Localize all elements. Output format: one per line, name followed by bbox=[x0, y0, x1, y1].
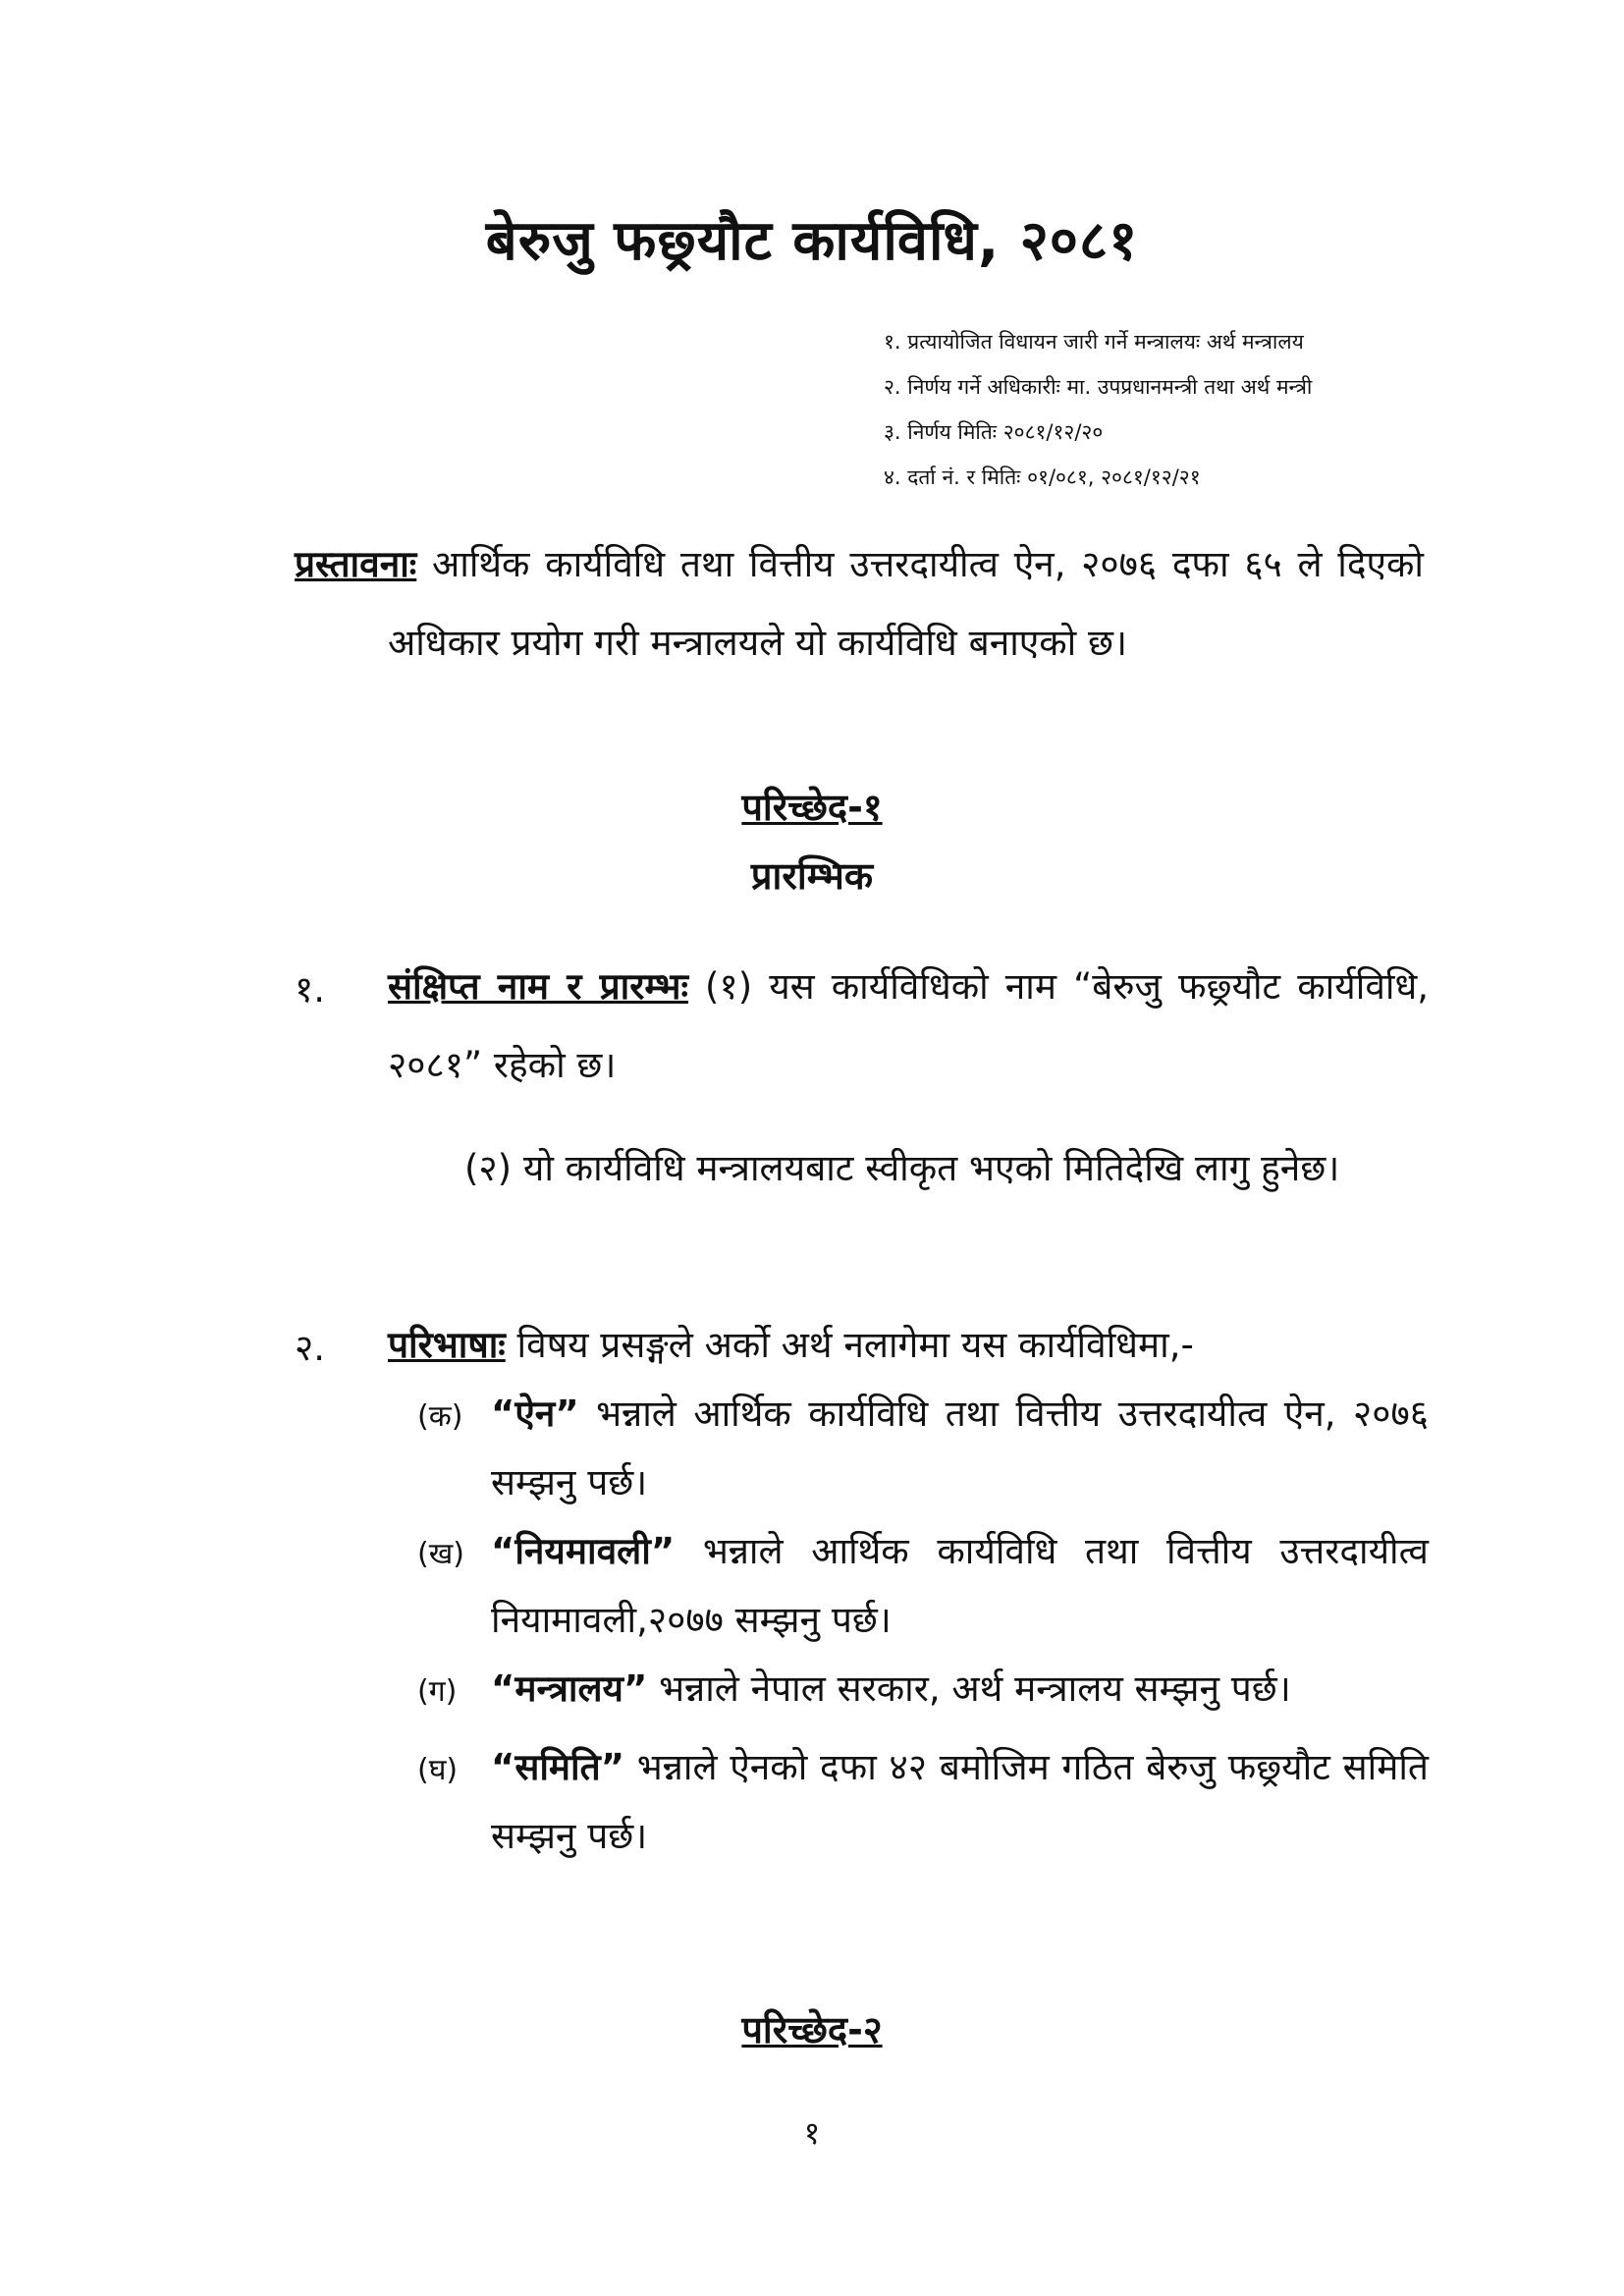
page-number: १ bbox=[803, 2114, 821, 2152]
section-1-text: संक्षिप्त नाम र प्रारम्भः (१) यस कार्यविधिको नाम “बेरुजु फछ्र्यौट कार्यविधि, २०८१” रहेको छ। bbox=[388, 965, 1429, 1086]
section-2-number: २. bbox=[295, 1327, 326, 1369]
meta-decision-date: ३. निर्णय मितिः २०८१/१२/२० bbox=[884, 420, 1104, 444]
clause-kha: “नियमावली” भन्नाले आर्थिक कार्यविधि तथा वित्तीय उत्तरदायीत्व नियामावली,२०७७ सम्झनु पर्छ। bbox=[491, 1530, 1429, 1641]
clause-ga-label: (ग) bbox=[417, 1674, 458, 1709]
meta-authority: २. निर्णय गर्ने अधिकारीः मा. उपप्रधानमन्त्री तथा अर्थ मन्त्री bbox=[884, 375, 1313, 399]
clause-gha-label: (घ) bbox=[417, 1753, 459, 1787]
preamble-label: प्रस्तावनाः bbox=[295, 543, 417, 585]
section-2-heading: परिभाषाः bbox=[388, 1324, 506, 1366]
section-1-heading: संक्षिप्त नाम र प्रारम्भः bbox=[388, 965, 688, 1008]
clause-ka: “ऐन” भन्नाले आर्थिक कार्यविधि तथा वित्तीय उत्तरदायीत्व ऐन, २०७६ सम्झनु पर्छ। bbox=[491, 1393, 1429, 1503]
section-1-number: १. bbox=[295, 968, 326, 1011]
chapter-1-title: प्रारम्भिक bbox=[750, 854, 874, 898]
clause-ka-label: (क) bbox=[417, 1399, 463, 1434]
metadata-block bbox=[884, 319, 1434, 500]
section-2-text: परिभाषाः विषय प्रसङ्गले अर्को अर्थ नलागेमा यस कार्यविधिमा,- bbox=[388, 1324, 1194, 1366]
document-title: बेरुजु फछ्र्यौट कार्यविधि, २०८१ bbox=[485, 209, 1139, 273]
clause-kha-label: (ख) bbox=[417, 1537, 464, 1571]
preamble bbox=[295, 525, 1424, 683]
meta-registration: ४. दर्ता नं. र मितिः ०१/०८१, २०८१/१२/२१ bbox=[884, 465, 1201, 489]
clause-ga: “मन्त्रालय” भन्नाले नेपाल सरकार, अर्थ मन्त्रालय सम्झनु पर्छ। bbox=[491, 1667, 1291, 1710]
chapter-2-number: परिच्छेद-२ bbox=[741, 2008, 883, 2051]
chapter-1-number: परिच्छेद-१ bbox=[741, 786, 883, 829]
clause-gha: “समिति” भन्नाले ऐनको दफा ४२ बमोजिम गठित बेरुजु फछ्र्यौट समिति सम्झनु पर्छ। bbox=[491, 1746, 1429, 1857]
preamble-text: आर्थिक कार्यविधि तथा वित्तीय उत्तरदायीत्व ऐन, २०७६ दफा ६५ ले दिएको अधिकार प्रयोग गरी मन्त्रालयले यो कार्यविधि बनाएको छ। bbox=[388, 543, 1424, 664]
meta-ministry: १. प्रत्यायोजित विधायन जारी गर्ने मन्त्रालयः अर्थ मन्त्रालय bbox=[884, 330, 1304, 354]
section-1-subsection-2: (२) यो कार्यविधि मन्त्रालयबाट स्वीकृत भएको मितिदेखि लागु हुनेछ। bbox=[464, 1147, 1340, 1189]
